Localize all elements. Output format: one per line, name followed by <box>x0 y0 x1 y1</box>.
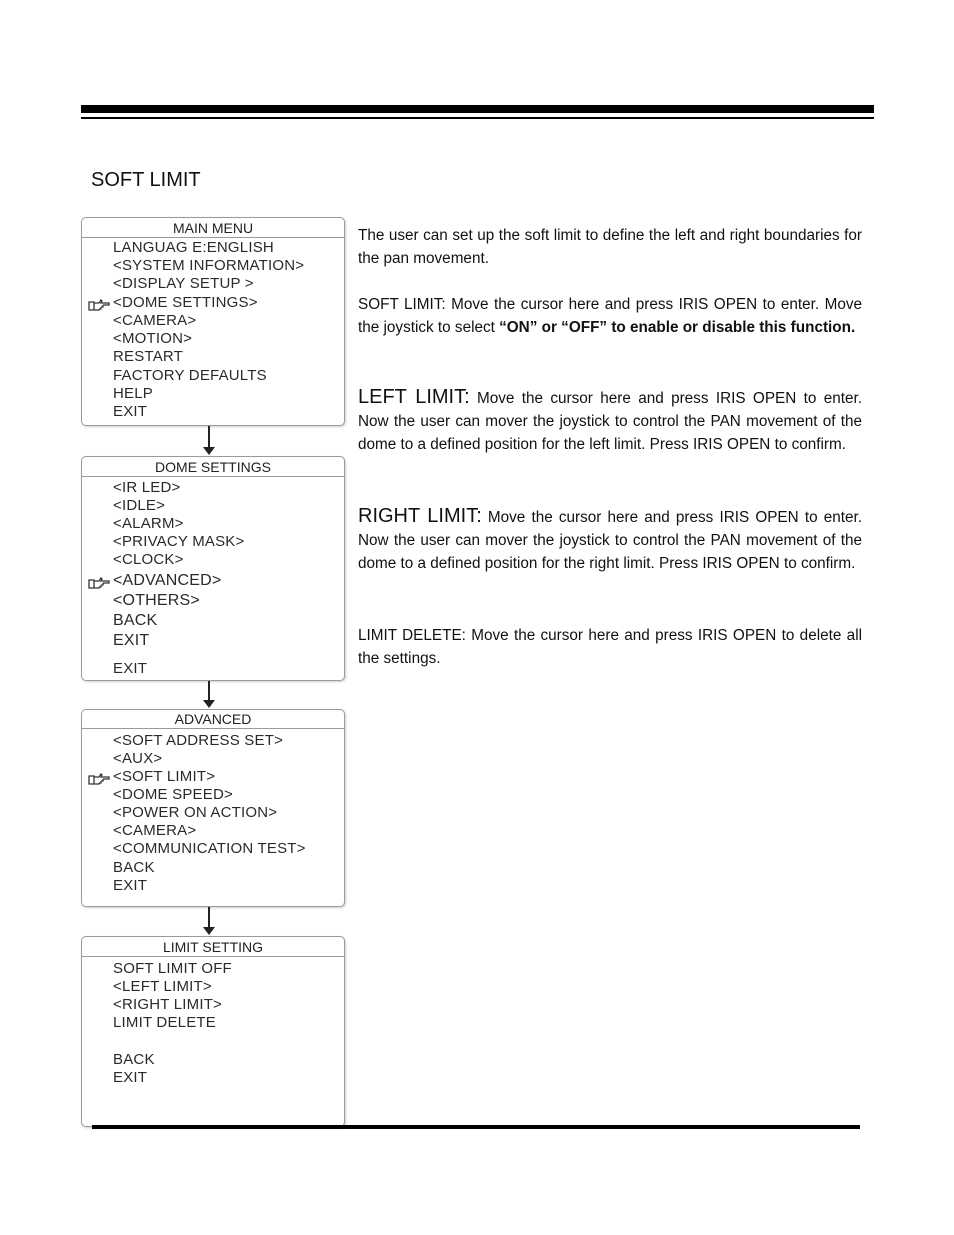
menu-item[interactable]: <POWER ON ACTION> <box>113 804 278 821</box>
arrow-down-icon <box>206 907 212 936</box>
menu-item[interactable]: <ALARM> <box>113 515 184 532</box>
menu-item[interactable]: EXIT <box>113 660 148 677</box>
menu-item[interactable]: EXIT <box>113 1069 148 1086</box>
limit-delete-paragraph: LIMIT DELETE: Move the cursor here and press IRIS OPEN to delete all the settings. <box>358 627 862 667</box>
soft-limit-paragraph <box>358 293 862 339</box>
menu-title: LIMIT SETTING <box>162 939 264 955</box>
menu-item[interactable]: LIMIT DELETE <box>113 1014 216 1031</box>
menu-item[interactable]: <COMMUNICATION TEST> <box>113 840 306 857</box>
menu-item[interactable]: <AUX> <box>113 750 163 767</box>
soft-limit-text: SOFT LIMIT: Move the cursor here and press IRIS OPEN to enter. Move the joystick to select <box>358 296 862 336</box>
left-limit-heading: LEFT LIMIT: <box>358 386 470 408</box>
left-limit-text: Move the cursor here and press IRIS OPEN to enter. Now the user can mover the joystick to control the PAN movement of the dome to a defined position for the left limit. Press IRIS OPEN to confirm. <box>358 390 863 453</box>
left-limit-paragraph <box>358 386 862 456</box>
pointing-hand-icon <box>88 574 110 590</box>
menu-item[interactable]: EXIT <box>113 632 150 649</box>
limit-setting-menu-box <box>81 936 345 1127</box>
menu-item[interactable]: EXIT <box>113 403 148 420</box>
menu-title-divider <box>82 728 344 729</box>
menu-title: MAIN MENU <box>172 220 254 236</box>
arrow-down-icon <box>206 426 212 456</box>
dome-settings-menu-box <box>81 456 345 681</box>
menu-item[interactable]: LANGUAG E:ENGLISH <box>113 239 274 256</box>
menu-item[interactable]: HELP <box>113 385 153 402</box>
menu-item[interactable]: EXIT <box>113 877 148 894</box>
advanced-menu-box <box>81 709 345 907</box>
menu-title: DOME SETTINGS <box>155 459 271 475</box>
menu-item[interactable]: <RIGHT LIMIT> <box>113 996 223 1013</box>
menu-item[interactable]: <MOTION> <box>113 330 193 347</box>
menu-item[interactable]: BACK <box>113 612 158 629</box>
menu-title-divider <box>82 476 344 477</box>
main-menu-box <box>81 217 345 426</box>
arrow-down-icon <box>206 681 212 709</box>
menu-item[interactable]: <IR LED> <box>113 479 181 496</box>
footer-rule <box>92 1125 860 1129</box>
menu-item[interactable]: FACTORY DEFAULTS <box>113 367 267 384</box>
menu-item[interactable]: <IDLE> <box>113 497 166 514</box>
menu-item[interactable]: <DOME SPEED> <box>113 786 233 803</box>
menu-item[interactable]: <CAMERA> <box>113 822 197 839</box>
menu-item[interactable]: <OTHERS> <box>113 592 200 609</box>
soft-limit-bold-text: “ON” or “OFF” to enable or disable this function. <box>499 319 856 336</box>
menu-item[interactable]: <SOFT ADDRESS SET> <box>113 732 284 749</box>
menu-item[interactable]: <CAMERA> <box>113 312 197 329</box>
menu-item[interactable]: <PRIVACY MASK> <box>113 533 245 550</box>
menu-item-selected[interactable]: <ADVANCED> <box>113 572 222 589</box>
pointing-hand-icon <box>88 296 110 312</box>
menu-item[interactable]: RESTART <box>113 348 184 365</box>
menu-item-selected[interactable]: <DOME SETTINGS> <box>113 294 258 311</box>
intro-paragraph: The user can set up the soft limit to define the left and right boundaries for the pan movement. <box>358 227 862 267</box>
right-limit-text: Move the cursor here and press IRIS OPEN to enter. Now the user can mover the joystick to control the PAN movement of the dome to a defined position for the right limit. Press IRIS OPEN to confirm. <box>358 509 862 572</box>
menu-item[interactable]: <LEFT LIMIT> <box>113 978 212 995</box>
menu-title-divider <box>82 956 344 957</box>
menu-item[interactable]: SOFT LIMIT OFF <box>113 960 232 977</box>
right-limit-paragraph <box>358 505 862 575</box>
pointing-hand-icon <box>88 770 110 786</box>
menu-item[interactable]: <CLOCK> <box>113 551 184 568</box>
menu-title-divider <box>82 237 344 238</box>
section-title: SOFT LIMIT <box>91 169 201 191</box>
right-limit-heading: RIGHT LIMIT: <box>358 505 482 527</box>
menu-item[interactable]: <SYSTEM INFORMATION> <box>113 257 305 274</box>
menu-item[interactable]: <DISPLAY SETUP > <box>113 275 254 292</box>
menu-title: ADVANCED <box>174 711 252 727</box>
menu-item-selected[interactable]: <SOFT LIMIT> <box>113 768 216 785</box>
menu-item[interactable]: BACK <box>113 859 155 876</box>
header-rule-thin <box>81 117 874 119</box>
header-rule-thick <box>81 105 874 113</box>
menu-item[interactable]: BACK <box>113 1051 155 1068</box>
